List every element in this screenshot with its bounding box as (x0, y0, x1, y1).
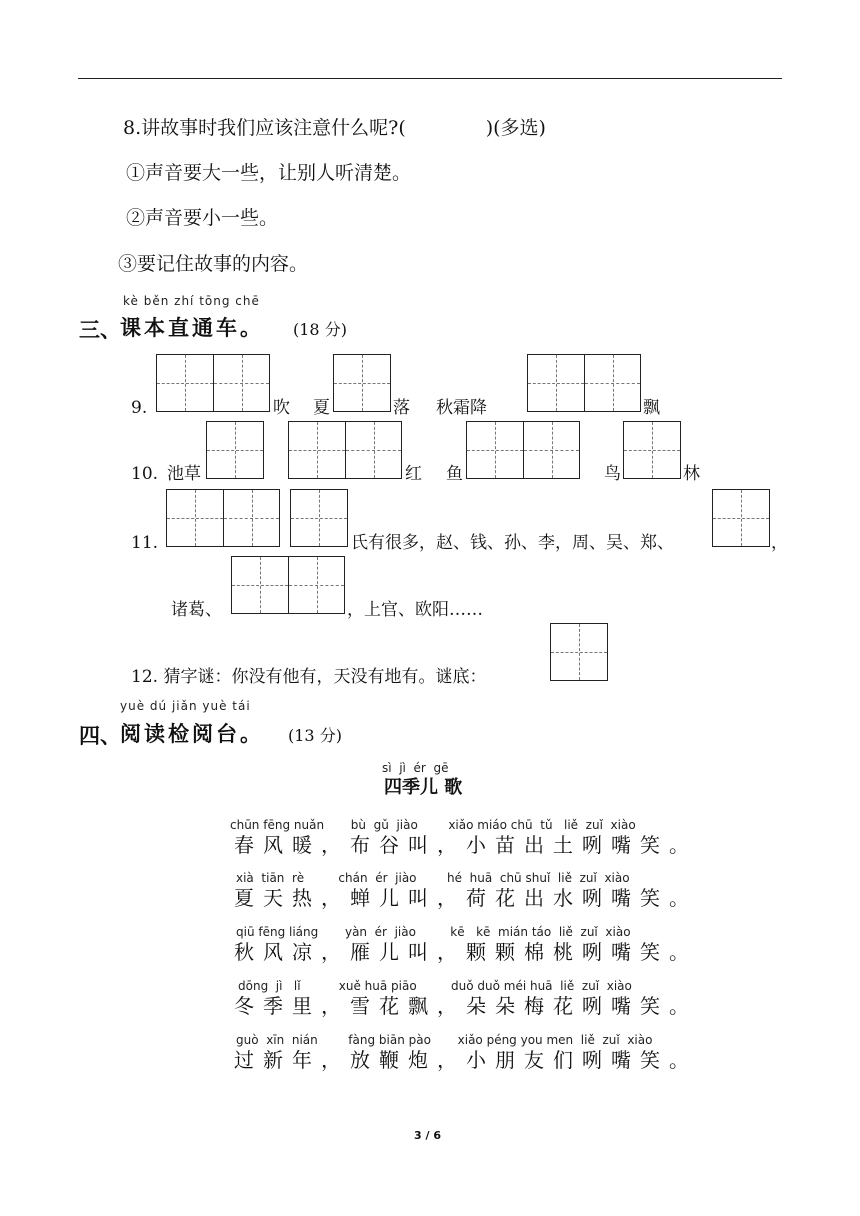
q11-box-4[interactable] (231, 556, 345, 614)
section4-pinyin: yuè dú jiǎn yuè tái (120, 699, 251, 713)
top-rule (78, 78, 782, 79)
q10-text-2: 红 (405, 464, 422, 484)
poem-line-2: 夏天热，蝉儿叫，荷花出水咧嘴笑。 (234, 886, 698, 910)
section3-title: 课本直通车。 (120, 316, 264, 340)
poem-line-5: 过新年，放鞭炮，小朋友们咧嘴笑。 (234, 1048, 698, 1072)
section3-pinyin: kè běn zhí tōng chē (123, 294, 260, 308)
section4-mark: 四、 (79, 723, 121, 748)
q11-comma: ， (771, 533, 788, 553)
q10-box-2[interactable] (288, 421, 402, 479)
q8-option-2: ②声音要小一些。 (126, 207, 279, 229)
poem-line-4-pinyin: dōng jì lǐ xuě huā piāo duǒ duǒ méi huā liě zuǐ xiào (238, 979, 632, 993)
q11-number: 11. (131, 533, 159, 553)
q10-box-4[interactable] (623, 421, 681, 479)
poem-line-1: 春风暖，布谷叫，小苗出土咧嘴笑。 (234, 833, 698, 857)
q11-text-1: 氏有很多，赵、钱、孙、李，周、吴、郑、 (351, 533, 674, 553)
q11-prefix-2: 诸葛、 (171, 600, 222, 620)
poem-title: 四季儿 歌 (384, 777, 463, 798)
q10-box-1[interactable] (206, 421, 264, 479)
poem-line-1-pinyin: chūn fēng nuǎn bù gǔ jiào xiǎo miáo chū tǔ liě zuǐ xiào (230, 818, 636, 832)
section4-title: 阅读检阅台。 (120, 722, 264, 746)
poem-line-4: 冬季里，雪花飘，朵朵梅花咧嘴笑。 (234, 994, 698, 1018)
poem-title-pinyin: sì jì ér gē (382, 761, 449, 775)
q9-box-2[interactable] (333, 354, 391, 412)
q10-box-3[interactable] (466, 421, 580, 479)
q11-box-3[interactable] (712, 489, 770, 547)
q9-text-5: 飘 (643, 398, 660, 418)
q10-text-1: 池草 (167, 464, 201, 484)
q10-text-5: 林 (683, 464, 700, 484)
q12-box[interactable] (550, 623, 608, 681)
q9-text-2: 夏 (313, 398, 330, 418)
q8-option-1: ①声音要大一些，让别人听清楚。 (126, 162, 412, 184)
q9-text-1: 吹 (273, 398, 290, 418)
q11-text-2: ，上官、欧阳…… (347, 600, 483, 620)
poem-line-5-pinyin: guò xīn nián fàng biān pào xiǎo péng you men liě zuǐ xiào (236, 1033, 653, 1047)
q8-option-3: ③要记住故事的内容。 (118, 253, 309, 275)
section4-score: (13 分) (288, 726, 342, 745)
page-number: 3 / 6 (414, 1129, 441, 1142)
q10-text-4: 鸟 (604, 464, 621, 484)
section3-mark: 三、 (79, 317, 121, 342)
q11-box-2[interactable] (290, 489, 348, 547)
q8-question-text: 8.讲故事时我们应该注意什么呢?( (123, 117, 406, 139)
q12-text: 12. 猜字谜：你没有他有，天没有地有。谜底： (131, 667, 487, 687)
q9-box-3[interactable] (527, 354, 641, 412)
q11-box-1[interactable] (166, 489, 280, 547)
poem-line-3-pinyin: qiū fēng liáng yàn ér jiào kē kē mián táo liě zuǐ xiào (236, 925, 631, 939)
q9-text-3: 落 (393, 398, 410, 418)
q9-box-1[interactable] (156, 354, 270, 412)
q8-question (123, 116, 546, 140)
q10-text-3: 鱼 (446, 464, 463, 484)
q10-number: 10. (131, 464, 159, 484)
poem-line-3: 秋风凉，雁儿叫，颗颗棉桃咧嘴笑。 (234, 940, 698, 964)
q9-number: 9. (131, 398, 148, 418)
poem-line-2-pinyin: xià tiān rè chán ér jiào hé huā chū shuǐ liě zuǐ xiào (236, 871, 630, 885)
q8-question-close: )(多选) (485, 117, 546, 139)
section3-score: (18 分) (293, 320, 347, 339)
q9-text-4: 秋霜降 (436, 398, 487, 418)
